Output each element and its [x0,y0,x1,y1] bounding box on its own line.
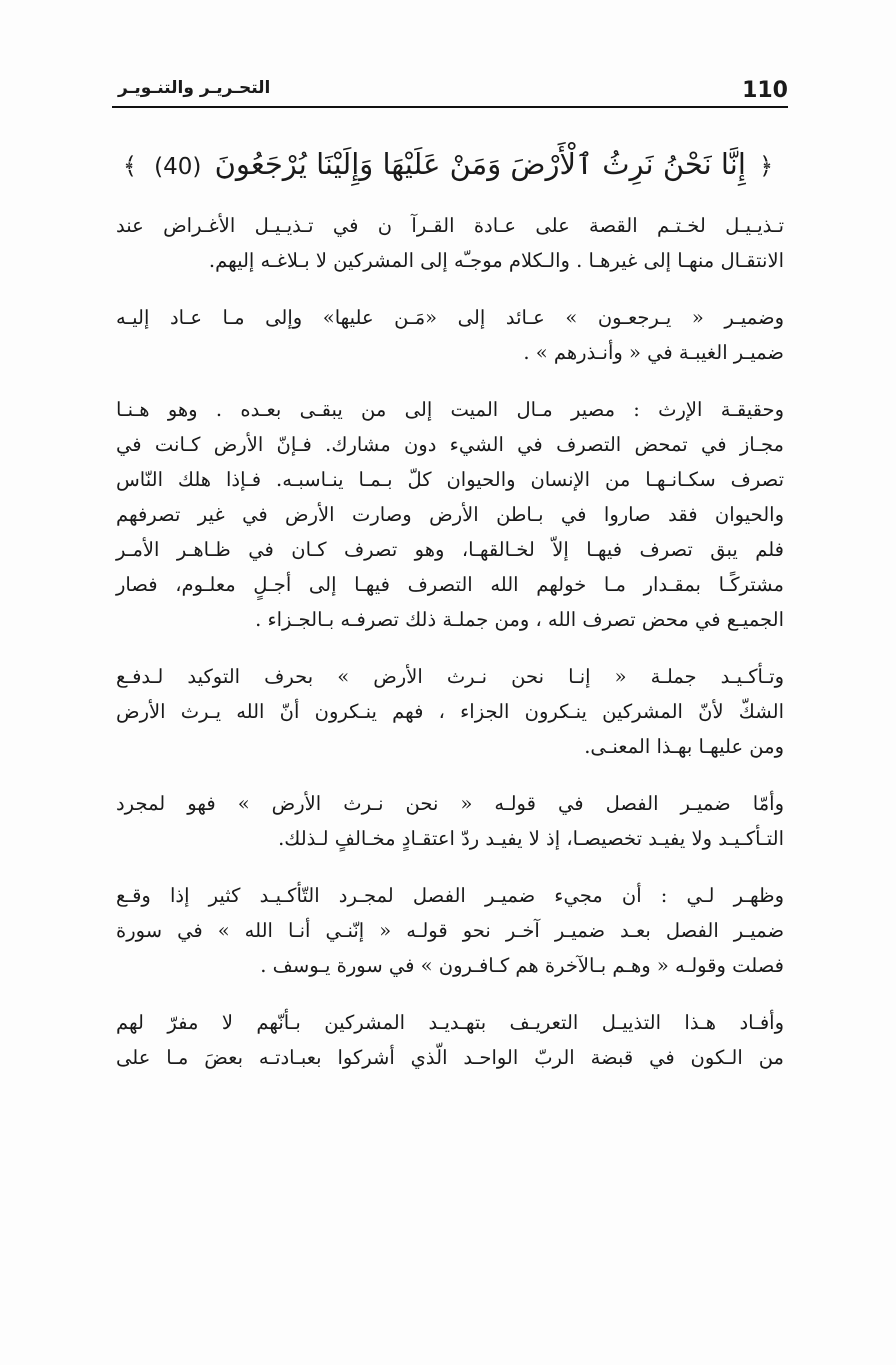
text-line: الانتقـال منهـا إلى غيرهـا . والـكلام موجـّه إلى المشركين لا بـلاغـه إليهم. [208,249,784,272]
running-header [112,76,788,108]
text-line: وظهـر لـي : أن مجيء ضميـر الفصل لمجـرد التّأكـيـد كثير إذا وقـع [116,884,784,907]
verse-close-bracket: ﴾ [122,152,137,180]
paragraph [116,300,784,370]
paragraph [116,786,784,856]
text-line: مجـاز في تمحض التصرف في الشيء دون مشارك. فـإنّ الأرض كـانت في [116,433,784,456]
text-line: الشكّ لأنّ المشركين ينـكرون الجزاء ، فهم ينـكرون أنّ الله يـرث الأرض [116,700,784,723]
quran-verse [108,140,788,188]
text-line: فصلت وقولـه « وهـم بـالآخرة هم كـافـرون » في سورة يـوسف . [260,954,784,977]
book-title: التحـريـر والتنـويـر [118,78,271,98]
verse-text: إِنَّا نَحْنُ نَرِثُ ٱلْأَرْضَ وَمَنْ عَلَيْهَا وَإِلَيْنَا يُرْجَعُونَ [214,147,746,181]
text-line: وأفـاد هـذا التذييـل التعريـف بتهـديـد المشركين بـأنّهم لا مفرّ لهم [116,1011,784,1034]
paragraph [116,1005,784,1075]
paragraph [116,659,784,764]
verse-open-bracket: ﴿ [759,152,774,180]
text-line: تصرف سكـانـهـا من الإنسان والحيوان كلّ بـمـا ينـاسبـه. فـإذا هلك النّاس [116,468,784,491]
text-line: تـذيـيـل لخـتـم القصة على عـادة القـرآ ن في تـذيـيـل الأغـراض عند [116,214,784,237]
text-line: التـأكـيـد ولا يفيـد تخصيصـا، إذ لا يفيـد ردّ اعتقـادٍ مخـالفٍ لـذلك. [278,827,784,850]
paragraph [116,878,784,983]
paragraph [116,208,784,278]
text-line: ضميـر الغيبـة في « وأنـذرهم » . [523,341,784,364]
text-line: وتـأكـيـد جملـة « إنـا نحن نـرث الأرض » بحرف التوكيد لـدفـع [116,665,784,688]
text-line: من الـكون في قبضة الربّ الواحـد الّذي أشركوا بعبـادتـه بعضَ مـا على [116,1046,784,1069]
text-line: ومن عليهـا بهـذا المعنـى. [584,735,784,758]
page-number: 110 [742,78,788,103]
text-line: وأمّا ضميـر الفصل في قولـه « نحن نـرث الأرض » فهو لمجرد [116,792,784,815]
ayah-number: (40) [154,154,202,180]
text-line: ضميـر الفصل بعـد ضميـر آخـر نحو قولـه « إنّنـي أنـا الله » في سورة [116,919,784,942]
paragraph [116,392,784,637]
commentary-body [116,208,784,1097]
text-line: فلم يبق تصرف فيهـا إلاّ لخـالقهـا، وهو تصرف كـان في ظـاهـر الأمـر [116,538,784,561]
text-line: الجميـع في محض تصرف الله ، ومن جملـة ذلك تصرفـه بـالجـزاء . [255,608,784,631]
text-line: مشتركًـا بمقـدار مـا خولهم الله التصرف فيهـا إلى أجـلٍ معلـوم، فصار [116,573,784,596]
text-line: وضميـر « يـرجعـون » عـائد إلى «مَـن عليها» وإلى مـا عـاد إليـه [116,306,784,329]
text-line: وحقيقـة الإرث : مصير مـال الميت إلى من يبقـى بعـده . وهو هـنـا [116,398,784,421]
text-line: والحيوان فقد صاروا في بـاطن الأرض وصارت الأرض في غير تصرفهم [116,503,784,526]
